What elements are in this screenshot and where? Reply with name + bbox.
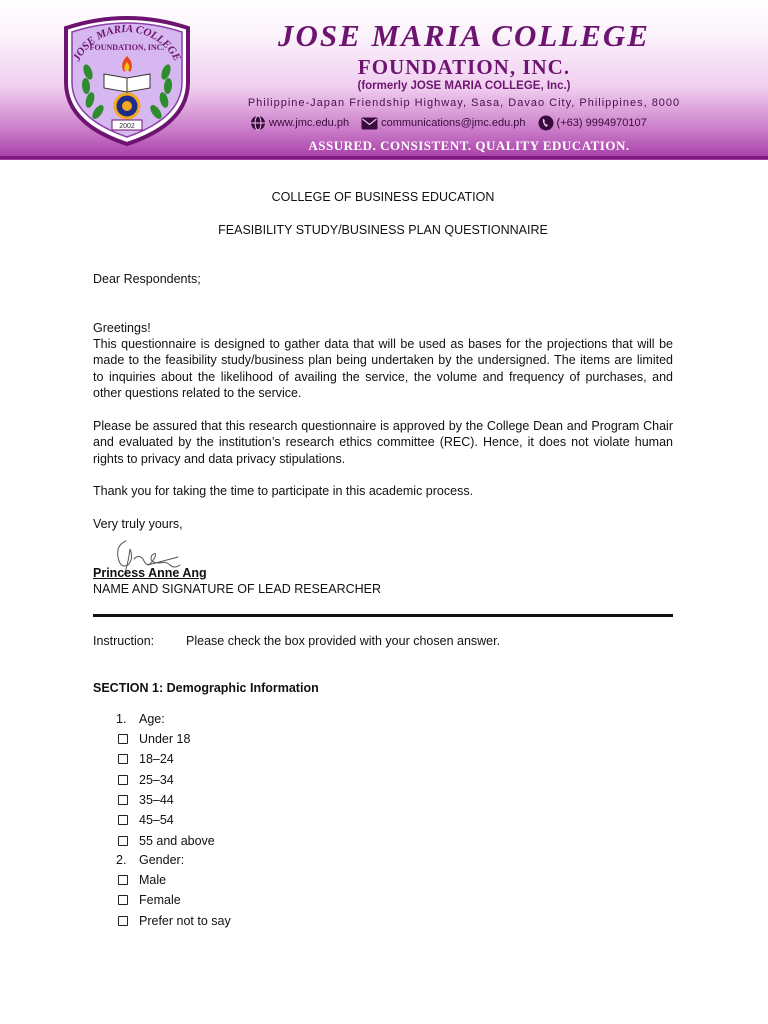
option-gender-male[interactable] — [118, 872, 167, 888]
option-label: Prefer not to say — [139, 914, 231, 928]
checkbox-icon[interactable] — [118, 734, 128, 744]
phone-text: (+63) 9994970107 — [556, 117, 647, 129]
option-gender-prefer-not[interactable] — [118, 913, 231, 929]
question-label-gender: Gender: — [139, 853, 185, 867]
option-label: Under 18 — [139, 732, 191, 746]
department-heading: COLLEGE OF BUSINESS EDUCATION — [271, 190, 495, 204]
college-formerly: (formerly JOSE MARIA COLLEGE, Inc.) — [357, 80, 571, 92]
option-age-55-above[interactable] — [118, 833, 215, 849]
assurance-paragraph: Please be assured that this research questionnaire is approved by the College Dean and Program Chair and evaluated by the institution’s research ethics committee (REC). Hence, it does not violate human rights to privacy and data privacy stipulations. — [93, 419, 673, 466]
question-number: 1. — [116, 712, 127, 726]
college-logo — [60, 12, 194, 146]
document-title: FEASIBILITY STUDY/BUSINESS PLAN QUESTIONNAIRE — [218, 223, 548, 237]
letterhead — [0, 0, 768, 160]
option-label: Female — [139, 893, 181, 907]
header-divider — [0, 156, 768, 159]
instruction-label: Instruction: — [93, 634, 155, 648]
instruction-text: Please check the box provided with your chosen answer. — [186, 634, 501, 648]
website-contact[interactable] — [250, 115, 349, 131]
closing: Very truly yours, — [93, 517, 183, 531]
option-age-25-34[interactable] — [118, 772, 174, 788]
college-slogan: ASSURED. CONSISTENT. QUALITY EDUCATION. — [308, 138, 630, 153]
question-label-age: Age: — [139, 712, 165, 726]
checkbox-icon[interactable] — [118, 775, 128, 785]
greeting: Greetings! — [93, 321, 151, 335]
checkbox-icon[interactable] — [118, 815, 128, 825]
checkbox-icon[interactable] — [118, 875, 128, 885]
option-label: 25–34 — [139, 773, 174, 787]
option-age-35-44[interactable] — [118, 792, 174, 808]
section-title: SECTION 1: Demographic Information — [93, 681, 319, 695]
option-label: Male — [139, 873, 167, 887]
college-foundation: FOUNDATION, INC. — [357, 55, 571, 79]
checkbox-icon[interactable] — [118, 836, 128, 846]
signer-name: Princess Anne Ang — [93, 566, 207, 580]
intro-paragraph: This questionnaire is designed to gather data that will be used as bases for the projections that will be made to the feasibility study/business plan being undertaken by the undersigned. The items are limited to inquiries about the likelihood of availing the service, the volume and frequency of purchases, and other questions related to the service. — [93, 337, 673, 400]
logo-foundation-text: FOUNDATION, INC. — [89, 43, 165, 52]
email-contact[interactable] — [361, 116, 525, 130]
checkbox-icon[interactable] — [118, 754, 128, 764]
envelope-icon — [361, 117, 378, 130]
option-age-45-54[interactable] — [118, 812, 174, 828]
option-label: 45–54 — [139, 813, 174, 827]
section-divider — [93, 614, 673, 617]
option-label: 35–44 — [139, 793, 174, 807]
option-gender-female[interactable] — [118, 892, 181, 908]
signer-caption: NAME AND SIGNATURE OF LEAD RESEARCHER — [93, 582, 382, 596]
college-name: JOSE MARIA COLLEGE — [278, 18, 650, 53]
question-number: 2. — [116, 853, 127, 867]
option-age-18-24[interactable] — [118, 751, 174, 767]
option-label: 55 and above — [139, 834, 215, 848]
phone-icon — [538, 115, 554, 131]
checkbox-icon[interactable] — [118, 895, 128, 905]
email-text: communications@jmc.edu.ph — [381, 117, 526, 129]
website-text: www.jmc.edu.ph — [269, 117, 350, 129]
contact-row — [250, 115, 659, 131]
logo-arc-text: JOSE MARIA COLLEGE — [70, 22, 184, 64]
option-age-under-18[interactable] — [118, 731, 191, 747]
college-address: Philippine-Japan Friendship Highway, Sasa, Davao City, Philippines, 8000 — [247, 97, 681, 109]
globe-icon — [250, 115, 266, 131]
thanks-paragraph: Thank you for taking the time to participate in this academic process. — [93, 484, 474, 498]
option-label: 18–24 — [139, 752, 174, 766]
checkbox-icon[interactable] — [118, 795, 128, 805]
salutation: Dear Respondents; — [93, 272, 201, 286]
checkbox-icon[interactable] — [118, 916, 128, 926]
phone-contact[interactable] — [538, 115, 647, 131]
logo-year: 2002 — [119, 123, 135, 130]
